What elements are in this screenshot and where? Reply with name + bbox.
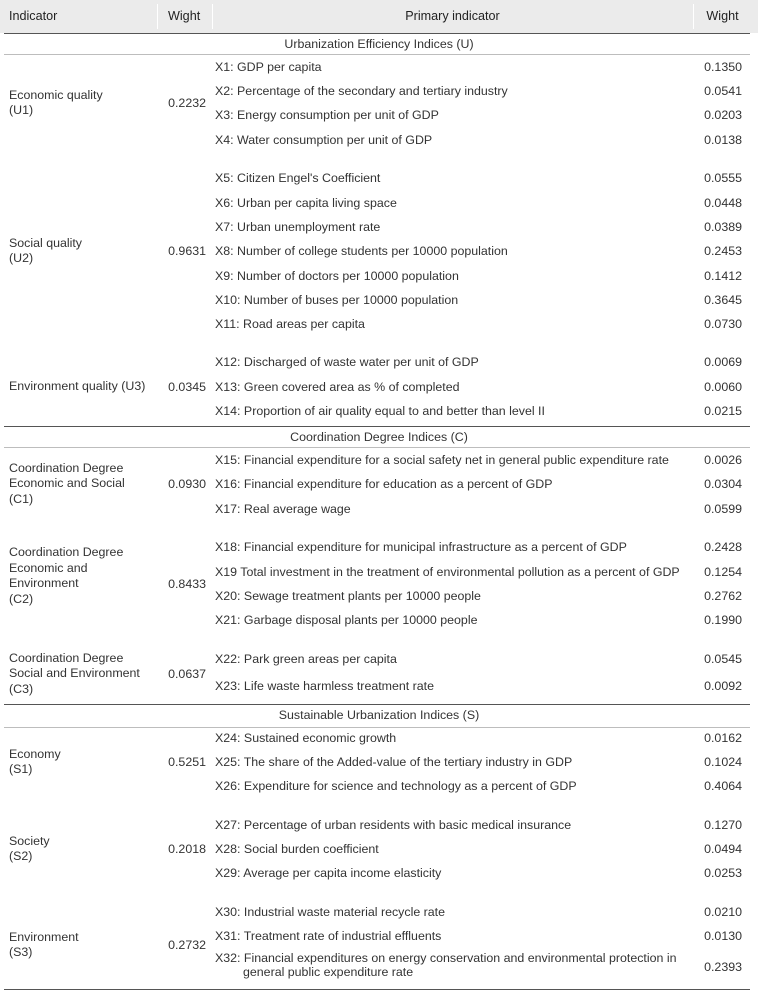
group-indicator-line: Social quality [9, 235, 83, 250]
group-indicator-line: Coordination Degree [9, 545, 124, 559]
group-indicator-line: Environment [9, 929, 79, 944]
group-indicator-line: Social and Environment [9, 666, 140, 681]
primary-indicator-weight: 0.0494 [704, 842, 742, 856]
primary-indicator-weight: 0.2453 [704, 244, 742, 258]
primary-indicator-weight: 0.2393 [704, 960, 742, 974]
group-indicator-label [9, 834, 159, 865]
header-indicator: Indicator [9, 9, 58, 23]
primary-indicator: X23: Life waste harmless treatment rate [215, 679, 435, 693]
primary-indicator-weight: 0.0069 [704, 355, 742, 369]
group-indicator-line: Coordination Degree [9, 460, 124, 475]
group-indicator-line: Coordination Degree [9, 650, 124, 665]
primary-indicator: X17: Real average wage [215, 502, 351, 516]
group-indicator-line: (S1) [9, 762, 33, 776]
group-weight: 0.2018 [168, 842, 206, 856]
primary-indicator: X29: Average per capita income elasticity [215, 866, 442, 880]
group-indicator-line: (U1) [9, 103, 34, 117]
table-header [0, 0, 758, 33]
primary-indicator: X28: Social burden coefficient [215, 842, 379, 856]
group-indicator-line: (C1) [9, 491, 34, 506]
group-indicator-label [9, 461, 159, 508]
primary-indicator: X20: Sewage treatment plants per 10000 people [215, 589, 481, 603]
primary-indicator-weight: 0.1254 [704, 565, 742, 579]
group-indicator-line: (S3) [9, 945, 33, 959]
primary-indicator: X1: GDP per capita [215, 60, 322, 74]
group-indicator-line: (S2) [9, 849, 33, 863]
group-indicator-line: Economic quality [9, 87, 103, 102]
group-indicator-label [9, 747, 159, 778]
primary-indicator-weight: 0.0203 [704, 108, 742, 122]
group-indicator-label [9, 651, 159, 698]
primary-indicator: X25: The share of the Added-value of the tertiary industry in GDP [215, 755, 573, 769]
group-indicator-line: Environment quality (U3) [9, 379, 146, 394]
group-indicator-line: Economic and [9, 560, 88, 575]
primary-indicator: X18: Financial expenditure for municipal infrastructure as a percent of GDP [215, 540, 627, 554]
primary-indicator-weight: 0.0555 [704, 171, 742, 185]
primary-indicator: X3: Energy consumption per unit of GDP [215, 108, 439, 122]
primary-indicator-weight: 0.0304 [704, 477, 742, 491]
primary-indicator-weight: 0.2762 [704, 589, 742, 603]
primary-indicator-weight: 0.0599 [704, 502, 742, 516]
primary-indicator: X14: Proportion of air quality equal to and better than level II [215, 404, 545, 418]
primary-indicator-line: X32: Financial expenditures on energy conservation and environmental protection in [215, 951, 677, 965]
primary-indicator: X8: Number of college students per 10000 population [215, 244, 508, 258]
primary-indicator: X11: Road areas per capita [215, 317, 365, 331]
primary-indicator: X10: Number of buses per 10000 population [215, 293, 459, 307]
group-weight: 0.0345 [168, 380, 206, 394]
primary-indicator-weight: 0.1270 [704, 818, 742, 832]
section-title-rule [4, 447, 750, 448]
primary-indicator: X21: Garbage disposal plants per 10000 people [215, 613, 478, 627]
primary-indicator-weight: 0.0448 [704, 196, 742, 210]
primary-indicator: X13: Green covered area as % of completed [215, 380, 460, 394]
primary-indicator-weight: 0.0092 [704, 679, 742, 693]
primary-indicator: X24: Sustained economic growth [215, 731, 397, 745]
primary-indicator: X7: Urban unemployment rate [215, 220, 381, 234]
group-weight: 0.0930 [168, 477, 206, 491]
primary-indicator: X16: Financial expenditure for education as a percent of GDP [215, 477, 553, 491]
group-indicator-line: (C3) [9, 681, 34, 696]
group-indicator-line: Society [9, 833, 50, 848]
primary-indicator-weight: 0.0060 [704, 380, 742, 394]
primary-indicator-weight: 0.0389 [704, 220, 742, 234]
primary-indicator-weight: 0.0138 [704, 133, 742, 147]
primary-indicator-weight: 0.0730 [704, 317, 742, 331]
primary-indicator: X27: Percentage of urban residents with basic medical insurance [215, 818, 572, 832]
primary-indicator-weight: 0.1412 [704, 269, 742, 283]
primary-indicator-weight: 0.0545 [704, 652, 742, 666]
header-divider [157, 4, 158, 29]
primary-indicator [215, 951, 677, 983]
primary-indicator: X19 Total investment in the treatment of environmental pollution as a percent of GDP [215, 565, 680, 579]
group-indicator-line: Environment [9, 576, 79, 590]
primary-indicator: X31: Treatment rate of industrial effluents [215, 929, 442, 943]
primary-indicator: X5: Citizen Engel's Coefficient [215, 171, 381, 185]
primary-indicator-weight: 0.0162 [704, 731, 742, 745]
header-primary-weight: Wight [706, 9, 739, 23]
primary-indicator: X12: Discharged of waste water per unit of GDP [215, 355, 479, 369]
primary-indicator-weight: 0.1990 [704, 613, 742, 627]
group-weight: 0.9631 [168, 244, 206, 258]
primary-indicator-weight: 0.4064 [704, 779, 742, 793]
group-weight: 0.5251 [168, 755, 206, 769]
group-indicator-line: (C2) [9, 591, 34, 606]
primary-indicator-line: general public expenditure rate [243, 965, 414, 979]
primary-indicator-weight: 0.1024 [704, 755, 742, 769]
group-weight: 0.0637 [168, 667, 206, 681]
group-weight: 0.8433 [168, 577, 206, 591]
primary-indicator-weight: 0.0210 [704, 905, 742, 919]
primary-indicator-weight: 0.0215 [704, 404, 742, 418]
primary-indicator-weight: 0.0541 [704, 84, 742, 98]
table-bottom-rule [4, 989, 750, 990]
primary-indicator-weight: 0.0026 [704, 453, 742, 467]
primary-indicator-weight: 0.0253 [704, 866, 742, 880]
header-primary-indicator: Primary indicator [405, 9, 500, 23]
primary-indicator: X4: Water consumption per unit of GDP [215, 133, 433, 147]
group-indicator-line: Economic and Social [9, 476, 125, 491]
section-title: Sustainable Urbanization Indices (S) [278, 707, 480, 722]
group-weight: 0.2732 [168, 938, 206, 952]
primary-indicator-weight: 0.3645 [704, 293, 742, 307]
section-title-rule [4, 54, 750, 55]
primary-indicator-weight: 0.0130 [704, 929, 742, 943]
primary-indicator: X22: Park green areas per capita [215, 652, 397, 666]
primary-indicator: X9: Number of doctors per 10000 population [215, 269, 459, 283]
primary-indicator: X26: Expenditure for science and technology as a percent of GDP [215, 779, 577, 793]
primary-indicator: X15: Financial expenditure for a social safety net in general public expenditure rate [215, 453, 669, 467]
primary-indicator-weight: 0.1350 [704, 60, 742, 74]
group-indicator-line: (U2) [9, 251, 34, 265]
group-indicator-label [9, 236, 159, 267]
primary-indicator-weight: 0.2428 [704, 540, 742, 554]
primary-indicator: X6: Urban per capita living space [215, 196, 397, 210]
group-indicator-line: Economy [9, 746, 61, 761]
group-indicator-label [9, 545, 159, 607]
primary-indicator: X2: Percentage of the secondary and tertiary industry [215, 84, 508, 98]
group-weight: 0.2232 [168, 96, 206, 110]
primary-indicator: X30: Industrial waste material recycle rate [215, 905, 446, 919]
section-title: Urbanization Efficiency Indices (U) [284, 36, 474, 51]
section-title: Coordination Degree Indices (C) [290, 429, 468, 444]
header-weight: Wight [168, 9, 201, 23]
group-indicator-label [9, 379, 159, 395]
group-indicator-label [9, 930, 159, 961]
group-indicator-label [9, 88, 159, 119]
